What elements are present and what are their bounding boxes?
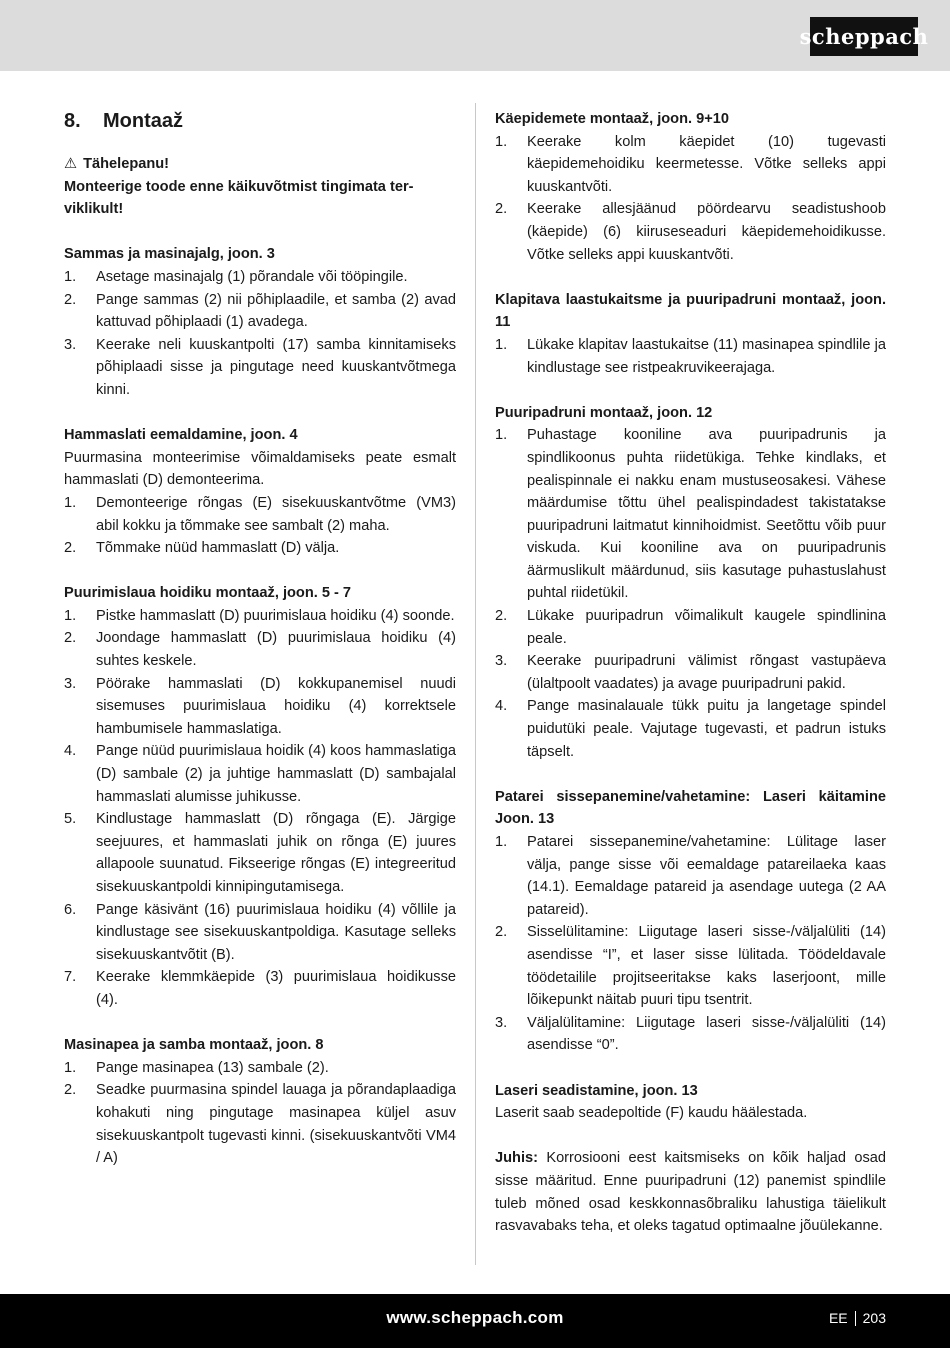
heading-klapitava: Klapitava laastukaitsme ja puuripadruni montaaž, joon. 11 — [495, 291, 886, 331]
warning-label: Tähelepanu! — [83, 156, 170, 172]
page-separator — [855, 1311, 856, 1326]
steps-patarei — [495, 831, 886, 1057]
heading-masinapea: Masinapea ja samba montaaž, joon. 8 — [64, 1037, 324, 1054]
steps-kaepidemete — [495, 131, 886, 267]
step-number: 3. — [495, 1014, 508, 1031]
steps-masinapea — [64, 1057, 456, 1170]
step-text: Pange masinapea (13) sambale (2). — [96, 1059, 329, 1076]
step-text: Kindlustage hammaslatt (D) rõngaga (E). Järgige seejuures, et hammaslati juhik on rõnga (E) juures allapoole suunatud. Fikseerige rõngas (E) integreeritud sisekuuskantpoldi kinnipingutamisega. — [96, 811, 456, 895]
step-text: Pöörake hammaslati (D) kokkupanemisel nuudi sisemuses puurimislaua hoidiku (4) korrektsele hambumisele hammaslatiga. — [96, 675, 456, 737]
step-text: Keerake klemmkäepide (3) puurimislaua hoidikusse (4). — [96, 969, 456, 1008]
step-text: Sisselülitamine: Liigutage laseri sisse-/väljalüliti (14) asendisse “I”, et laser sisse lülitada. Töödeldavale töödetailile projitseeritakse kaks laserjoont, mille lõikepunkt näitab puuri tipu tsentrit. — [527, 924, 886, 1009]
step-item — [64, 1079, 456, 1169]
step-text: Patarei sissepanemine/vahetamine: Lülitage laser välja, pange sisse või eemaldage patareilaeka kaas (14.1). Eemaldage patareid ja asendage uutega (2 AA patareid). — [527, 834, 886, 918]
step-text: Keerake puuripadruni välimist rõngast vastupäeva (ülaltpoolt vaadates) ja avage puuripadruni pakid. — [527, 653, 886, 692]
step-item — [495, 424, 886, 605]
note-paragraph — [495, 1147, 886, 1237]
step-number: 1. — [495, 427, 508, 444]
column-divider — [475, 103, 476, 1265]
step-number: 3. — [495, 653, 508, 670]
step-text: Pange masinalauale tükk puitu ja langetage spindel puidutüki peale. Vajutage tugevasti, et padrun istuks täpselt. — [527, 698, 886, 760]
step-number: 2. — [495, 201, 508, 218]
heading-sammas: Sammas ja masinajalg, joon. 3 — [64, 246, 275, 263]
step-text: Pange sammas (2) nii põhiplaadile, et samba (2) avad kattuvad põhiplaadi (1) avadega. — [96, 291, 456, 331]
step-item — [64, 492, 456, 537]
heading-hammaslati: Hammaslati eemaldamine, joon. 4 — [64, 427, 298, 444]
step-number: 2. — [64, 291, 77, 308]
page-number: 203 — [862, 1310, 886, 1326]
step-item — [495, 1012, 886, 1057]
step-number: 3. — [64, 336, 77, 353]
step-item — [495, 921, 886, 1011]
warning-triangle-icon: ⚠ — [64, 156, 78, 172]
step-item — [64, 627, 456, 672]
step-number: 6. — [64, 901, 77, 918]
step-item — [64, 334, 456, 402]
step-item — [495, 650, 886, 695]
step-item — [495, 131, 886, 199]
step-item — [64, 537, 456, 560]
step-text: Puhastage kooniline ava puuripadrunis ja spindlikoonus puhta riidetükiga. Tehke kindlaks, et pealispinnale ei nakku enam mustuseosakesi. Vähese määrdumise tõttu ühel pealispindadest takistatakse puuripadruni laitmatut kinnihoidmist. Seetõttu võib puur viskuda. Kui kooniline ava on puuripadrunis äärmuslikult määrdunud, siis kasutage puhastuslahust puhtal riidetükil. — [527, 427, 886, 602]
left-column — [64, 108, 456, 1170]
step-item — [64, 605, 456, 628]
heading-puuripadruni: Puuripadruni montaaž, joon. 12 — [495, 404, 713, 421]
step-item — [495, 695, 886, 763]
section-title: Montaaž — [103, 110, 183, 132]
step-number: 2. — [495, 608, 508, 625]
scheppach-logo: scheppach — [810, 17, 918, 56]
step-item — [64, 289, 456, 334]
heading-patarei: Patarei sissepanemine/vahetamine: Laseri käitamine Joon. 13 — [495, 788, 886, 828]
steps-hammaslati — [64, 492, 456, 560]
step-text: Keerake allesjäänud pöördearvu seadistushoob (käepide) (6) kiiruseseaduri käepidemehoidikusse. Võtke selleks appi kuuskantvõti. — [527, 201, 886, 263]
header-bar — [0, 0, 950, 71]
step-item — [495, 605, 886, 650]
text-laseri: Laserit saab seadepoltide (F) kaudu häälestada. — [495, 1105, 808, 1122]
step-item — [495, 831, 886, 921]
footer-bar — [0, 1294, 950, 1348]
step-number: 3. — [64, 675, 77, 692]
step-number: 4. — [64, 743, 77, 760]
step-number: 2. — [64, 630, 77, 647]
section-number: 8. — [64, 110, 81, 132]
step-text: Joondage hammaslatt (D) puurimislaua hoidiku (4) suhtes keskele. — [96, 630, 456, 670]
step-item — [64, 966, 456, 1011]
step-number: 2. — [495, 924, 508, 941]
step-number: 2. — [64, 1082, 77, 1099]
section-heading — [64, 109, 456, 133]
footer-url: www.scheppach.com — [386, 1308, 564, 1327]
step-item — [495, 334, 886, 379]
steps-puuripadruni — [495, 424, 886, 763]
step-item — [64, 740, 456, 808]
step-text: Demonteerige rõngas (E) sisekuuskantvõtme (VM3) abil kokku ja tõmmake see sambalt (2) maha. — [96, 494, 456, 534]
step-text: Keerake neli kuuskantpolti (17) samba kinnitamiseks põhiplaadi sisse ja pingutage need kuuskantvõtmega kinni. — [96, 336, 456, 398]
warning-label-line — [64, 153, 456, 176]
note-text: Korrosiooni eest kaitsmiseks on kõik haljad osad sisse määritud. Enne puuripadruni (12) panemist spindlile tuleb mõned osad keskkonnasõbraliku lahustiga täielikult rasvavabaks teha, et oleks tagatud optimaalne jõuülekanne. — [495, 1150, 886, 1235]
step-number: 1. — [495, 336, 508, 353]
step-number: 1. — [64, 268, 77, 285]
heading-kaepidemete: Käepidemete montaaž, joon. 9+10 — [495, 111, 729, 127]
steps-puurimislaua — [64, 605, 456, 1012]
step-item — [64, 1057, 456, 1080]
steps-klapitava — [495, 334, 886, 379]
step-number: 1. — [495, 834, 508, 850]
step-text: Pistke hammaslatt (D) puurimislaua hoidiku (4) soonde. — [96, 607, 455, 624]
steps-sammas — [64, 266, 456, 402]
step-item — [64, 266, 456, 289]
step-text: Tõmmake nüüd hammaslatt (D) välja. — [96, 540, 340, 557]
step-text: Seadke puurmasina spindel lauaga ja põrandaplaadiga kohakuti ning pingutage masinapea küljel asuv sisekuuskantpolt tugevasti kinni. (sisekuuskantvõti VM4 / A) — [96, 1082, 456, 1167]
step-text: Pange käsivänt (16) puurimislaua hoidiku (4) võllile ja kindlustage see sisekuuskantpoldiga. Kasutage selleks sisekuuskantvõtit (B). — [96, 901, 456, 963]
language-code: EE — [828, 1310, 848, 1326]
step-number: 5. — [64, 811, 77, 828]
step-item — [495, 198, 886, 266]
step-text: Keerake kolm käepidet (10) tugevasti käepidemehoidiku keermetesse. Võtke selleks appi kuuskantvõti. — [527, 133, 886, 195]
note-label: Juhis: — [495, 1150, 538, 1167]
step-number: 1. — [64, 1059, 77, 1076]
step-text: Lükake puuripadrun võimalikult kaugele spindlinina peale. — [527, 608, 886, 647]
step-item — [64, 808, 456, 898]
step-text: Pange nüüd puurimislaua hoidik (4) koos hammaslatiga (D) sambale (2) ja juhtige hammaslatt (D) sambajalal hammaslati alumisse juhikusse. — [96, 743, 456, 805]
warning-text: Monteerige toode enne käikuvõtmist tingimata ter- viklikult! — [64, 178, 414, 218]
right-column — [495, 108, 886, 1238]
step-number: 7. — [64, 969, 77, 986]
step-item — [64, 673, 456, 741]
intro-hammaslati: Puurmasina monteerimise võimaldamiseks peate esmalt hammaslati (D) demonteerima. — [64, 449, 456, 489]
heading-puurimislaua: Puurimislaua hoidiku montaaž, joon. 5 - 7 — [64, 585, 352, 602]
step-number: 4. — [495, 698, 508, 715]
step-text: Lükake klapitav laastukaitse (11) masinapea spindlile ja kindlustage see ristpeakruvikeerajaga. — [527, 336, 886, 376]
step-number: 1. — [495, 133, 508, 150]
step-text: Asetage masinajalg (1) põrandale või tööpingile. — [96, 268, 408, 285]
step-number: 1. — [64, 494, 77, 511]
step-text: Väljalülitamine: Liigutage laseri sisse-/väljalüliti (14) asendisse “0”. — [527, 1014, 886, 1054]
heading-laseri: Laseri seadistamine, joon. 13 — [495, 1082, 698, 1099]
page-indicator — [829, 1310, 886, 1326]
step-number: 2. — [64, 540, 77, 557]
step-number: 1. — [64, 607, 77, 624]
step-item — [64, 899, 456, 967]
